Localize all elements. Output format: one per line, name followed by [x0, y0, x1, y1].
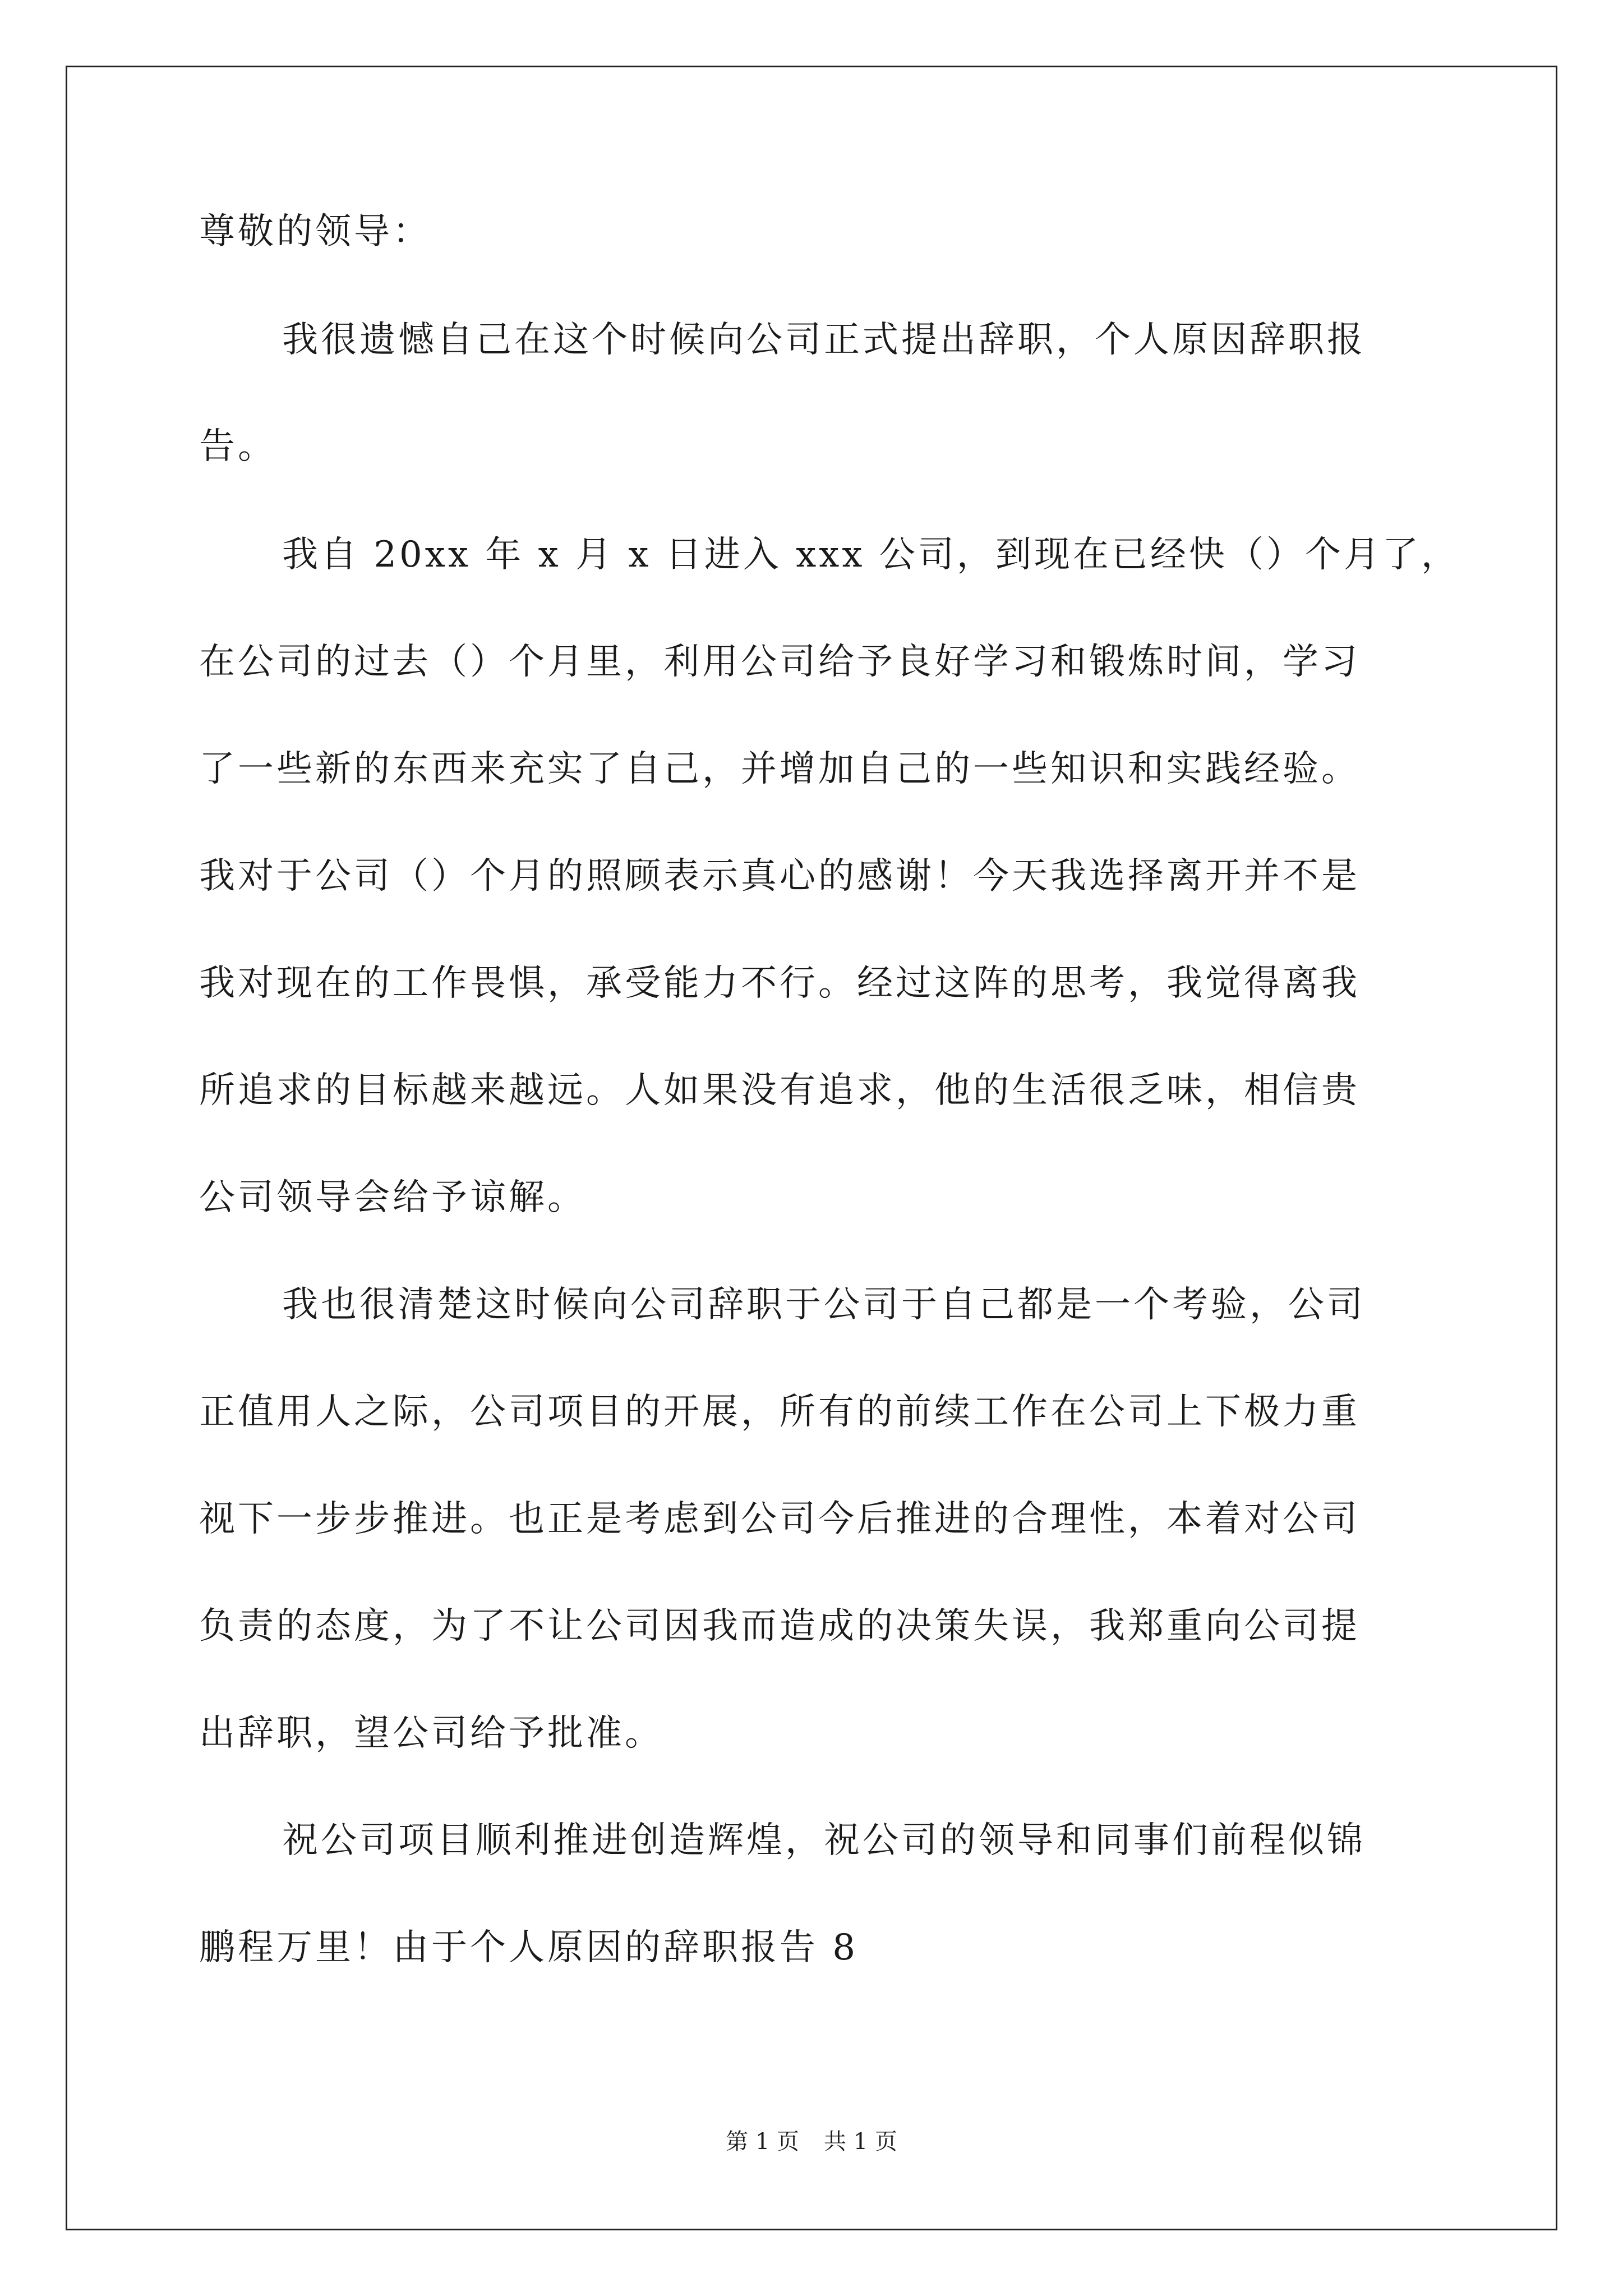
paragraph-line: 我对现在的工作畏惧，承受能力不行。经过这阵的思考，我觉得离我 [199, 963, 1360, 1004]
paragraph-line: 我也很清楚这时候向公司辞职于公司于自己都是一个考验，公司 [282, 1284, 1366, 1326]
paragraph-line: 在公司的过去（）个月里，利用公司给予良好学习和锻炼时间，学习 [199, 641, 1360, 683]
paragraph-line: 鹏程万里！由于个人原因的辞职报告 8 [199, 1927, 859, 1968]
paragraph-line: 出辞职，望公司给予批准。 [199, 1713, 663, 1754]
page-footer [0, 2126, 1623, 2157]
paragraph-line: 了一些新的东西来充实了自己，并增加自己的一些知识和实践经验。 [199, 748, 1360, 790]
paragraph-line: 公司领导会给予谅解。 [199, 1177, 586, 1218]
page-border [66, 66, 1557, 2230]
paragraph-line: 我对于公司（）个月的照顾表示真心的感谢！今天我选择离开并不是 [199, 855, 1360, 897]
paragraph-line: 所追求的目标越来越远。人如果没有追求，他的生活很乏味，相信贵 [199, 1070, 1360, 1111]
page-number: 第 1 页 [726, 2129, 799, 2155]
paragraph-line: 告。 [199, 426, 276, 467]
paragraph-line: 祝公司项目顺利推进创造辉煌，祝公司的领导和同事们前程似锦 [282, 1820, 1366, 1861]
page-total: 共 1 页 [824, 2129, 897, 2155]
paragraph-line: 正值用人之际，公司项目的开展，所有的前续工作在公司上下极力重 [199, 1391, 1360, 1433]
salutation: 尊敬的领导： [199, 211, 431, 252]
paragraph-line: 我很遗憾自己在这个时候向公司正式提出辞职，个人原因辞职报 [282, 319, 1366, 361]
paragraph-line: 负责的态度，为了不让公司因我而造成的决策失误，我郑重向公司提 [199, 1605, 1360, 1647]
paragraph-line: 我自 20xx 年 x 月 x 日进入 xxx 公司，到现在已经快（）个月了， [282, 534, 1460, 576]
paragraph-line: 视下一步步推进。也正是考虑到公司今后推进的合理性，本着对公司 [199, 1498, 1360, 1540]
